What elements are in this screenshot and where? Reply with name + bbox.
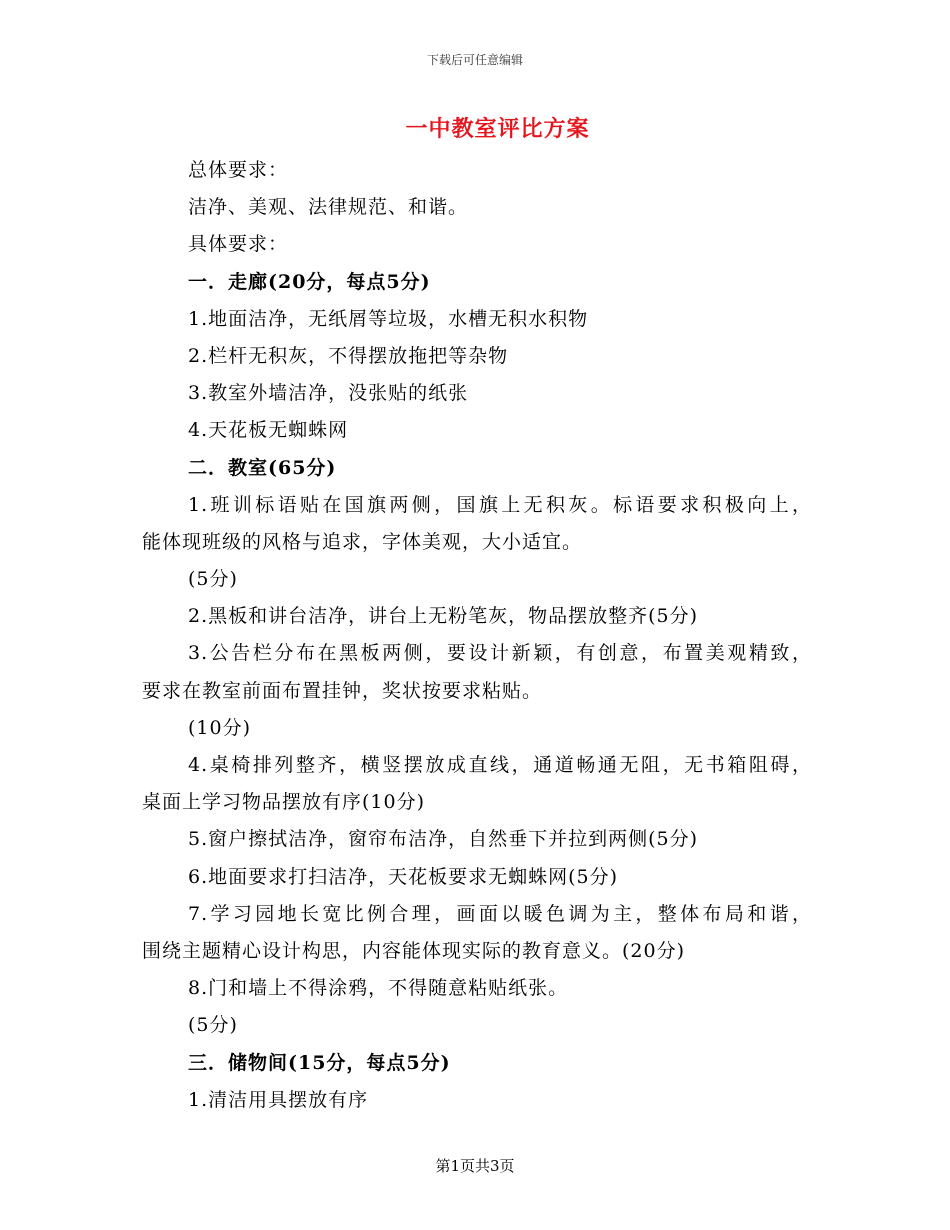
body-line: 桌面上学习物品摆放有序(10分): [142, 791, 426, 814]
section-heading: 三．储物间(15分，每点5分): [188, 1051, 451, 1074]
body-line: 能体现班级的风格与追求，字体美观，大小适宜。: [142, 530, 583, 553]
body-line: 1.清洁用具摆放有序: [188, 1088, 369, 1111]
body-line: 3.教室外墙洁净，没张贴的纸张: [188, 382, 469, 405]
body-line: 具体要求：: [188, 233, 289, 256]
body-line: 洁净、美观、法律规范、和谐。: [188, 196, 469, 219]
body-line: 总体要求：: [188, 159, 289, 181]
body-line: 7.学习园地长宽比例合理，画面以暖色调为主，整体布局和谐，: [188, 902, 812, 925]
body-line: 1.地面洁净，无纸屑等垃圾，水槽无积水积物: [188, 307, 589, 330]
body-line: 围绕主题精心设计构思，内容能体现实际的教育意义。(20分): [142, 939, 686, 962]
document-body: [142, 152, 812, 1119]
document-title: 一中教室评比方案: [405, 116, 590, 142]
body-line: 1.班训标语贴在国旗两侧，国旗上无积灰。标语要求积极向上，: [188, 493, 812, 516]
body-line: 6.地面要求打扫洁净，天花板要求无蜘蛛网(5分): [188, 865, 619, 888]
page-header-note: 下载后可任意编辑: [426, 53, 523, 67]
page-footer-indicator: 第1页共3页: [435, 1157, 515, 1175]
body-line: 4.天花板无蜘蛛网: [188, 419, 349, 442]
body-line: 要求在教室前面布置挂钟，奖状按要求粘贴。: [142, 679, 543, 702]
body-line: 4.桌椅排列整齐，横竖摆放成直线，通道畅通无阻，无书箱阻碍，: [188, 754, 812, 776]
body-line: 5.窗户擦拭洁净，窗帘布洁净，自然垂下并拉到两侧(5分): [188, 828, 699, 851]
body-line: (10分): [188, 716, 252, 739]
body-line: (5分): [188, 568, 238, 591]
body-line: 2.黑板和讲台洁净，讲台上无粉笔灰，物品摆放整齐(5分): [188, 605, 699, 628]
section-heading: 二．教室(65分): [188, 456, 337, 479]
body-line: 8.门和墙上不得涂鸦，不得随意粘贴纸张。: [188, 977, 569, 1000]
body-line: (5分): [188, 1014, 238, 1037]
section-heading: 一．走廊(20分，每点5分): [188, 270, 431, 293]
body-line: 2.栏杆无积灰，不得摆放拖把等杂物: [188, 344, 509, 367]
body-line: 3.公告栏分布在黑板两侧，要设计新颖，有创意，布置美观精致，: [188, 642, 812, 665]
